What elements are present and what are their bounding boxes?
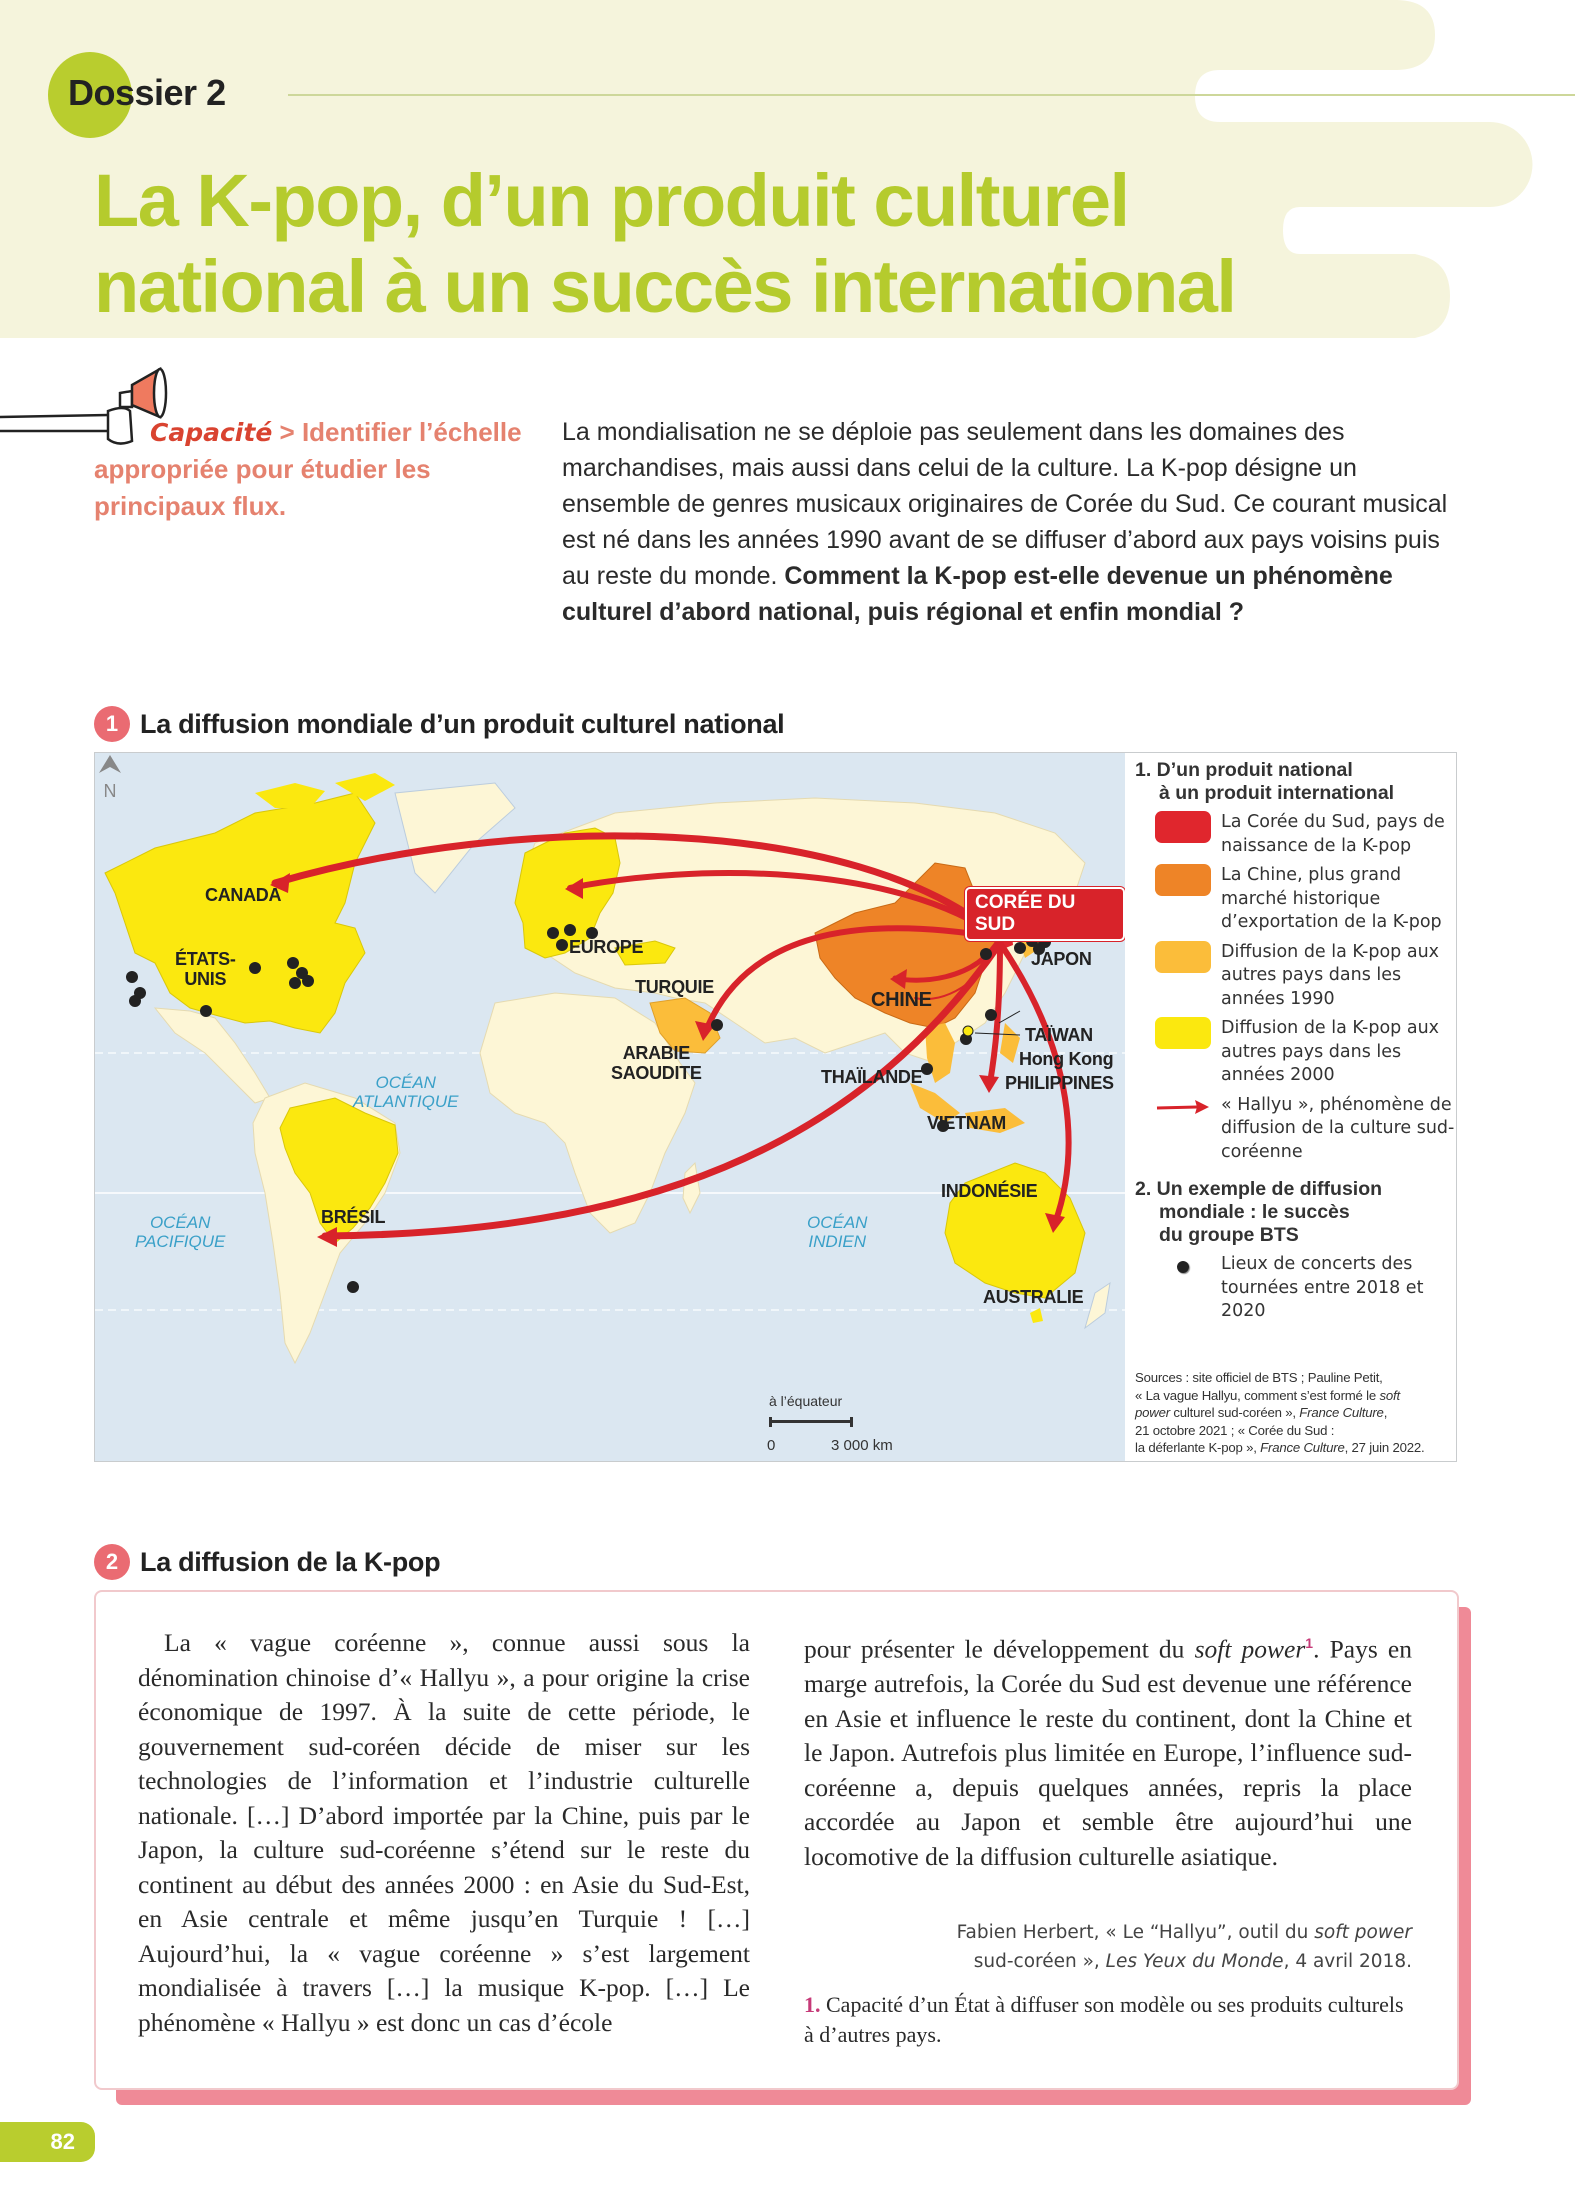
scale-zero: 0 (767, 1437, 776, 1454)
concert-dot-icon (1155, 1253, 1211, 1281)
label-thailande: THAÏLANDE (821, 1067, 923, 1087)
label-arabie-saoudite: ARABIE SAOUDITE (611, 1043, 702, 1083)
intro-paragraph (562, 414, 1462, 630)
capacite-text-1: Identifier l’échelle (301, 417, 522, 447)
doc2-number-badge: 2 (94, 1544, 130, 1580)
legend-item-hallyu: « Hallyu », phénomène de diffusion de la culture sud-coréenne (1135, 1094, 1456, 1165)
legend-item-coree: La Corée du Sud, pays de naissance de la K-pop (1135, 811, 1456, 858)
label-ocean-atlantique: OCÉAN ATLANTIQUE (353, 1073, 459, 1111)
label-usa: ÉTATS- UNIS (175, 949, 236, 989)
doc2-heading (94, 1544, 440, 1580)
scale-distance: 3 000 km (831, 1437, 893, 1454)
map-figure (94, 752, 1457, 1462)
capacite-text-3: principaux flux. (94, 491, 287, 521)
capacite-block (94, 414, 534, 525)
label-japon: JAPON (1031, 949, 1092, 969)
hallyu-arrow-icon (1155, 1094, 1211, 1124)
label-turquie: TURQUIE (635, 977, 714, 997)
legend-swatch-orange (1155, 864, 1211, 896)
north-arrow-icon (95, 753, 125, 803)
legend-swatch-red (1155, 811, 1211, 843)
legend-item-concerts: Lieux de concerts des tournées entre 2018 et 2020 (1135, 1253, 1456, 1324)
capacite-text-2: appropriée pour étudier les (94, 454, 431, 484)
legend-swatch-yellow (1155, 1017, 1211, 1049)
scale-caption: à l’équateur (769, 1393, 843, 1409)
page-number: 82 (0, 2122, 95, 2162)
scale-bar (769, 1417, 853, 1427)
label-canada: CANADA (205, 885, 282, 905)
header-divider (288, 94, 1575, 96)
label-ocean-indien: OCÉAN INDIEN (807, 1213, 868, 1251)
intro-text: La mondialisation ne se déploie pas seulement dans les domaines des marchandises, mais aussi dans celui de la culture. La K-pop désigne un ensemble de genres musicaux originaires de Corée du Sud. Ce courant musical est né dans les années 1990 avant de se diffuser d’abord aux pays voisins puis au reste du monde. (562, 418, 1448, 590)
legend-section-2-title: 2. Un exemple de diffusion mondiale : le succès du groupe BTS (1135, 1178, 1383, 1246)
capacite-separator: > (279, 417, 295, 447)
legend-item-2000: Diffusion de la K-pop aux autres pays dans les années 2000 (1135, 1017, 1456, 1088)
label-indonesie: INDONÉSIE (941, 1181, 1038, 1201)
doc1-title: La diffusion mondiale d’un produit culturel national (140, 708, 785, 739)
legend-item-chine: La Chine, plus grand marché historique d’exportation de la K-pop (1135, 864, 1456, 935)
doc2-citation: Fabien Herbert, « Le “Hallyu”, outil du soft power sud-coréen », Les Yeux du Monde, 4 avril 2018. (956, 1922, 1412, 1972)
doc1-number-badge: 1 (94, 706, 130, 742)
label-europe: EUROPE (569, 937, 644, 957)
page-title (94, 158, 1236, 330)
doc1-heading (94, 706, 784, 742)
doc2-text-box (94, 1590, 1459, 2090)
world-map (95, 753, 1125, 1461)
legend-swatch-light-orange (1155, 941, 1211, 973)
map-legend (1131, 753, 1456, 1461)
world-map-graphic (95, 753, 1125, 1461)
svg-text:N: N (103, 781, 117, 801)
korea-tag: CORÉE DU SUD (965, 887, 1125, 941)
label-vietnam: VIETNAM (927, 1113, 1006, 1133)
label-bresil: BRÉSIL (321, 1207, 386, 1227)
legend-item-1990: Diffusion de la K-pop aux autres pays dans les années 1990 (1135, 941, 1456, 1012)
label-taiwan: TAÏWAN (1025, 1025, 1093, 1045)
title-line-2: national à un succès international (94, 245, 1236, 328)
doc2-column-2: pour présenter le développement du soft power$^1$. Pays en marge autrefois, la Corée du Sud est devenue une référence en Asie et influence le reste du continent, dont la Chine et le Japon. Autrefois plus limitée en Europe, l’influence sud-coréenne a, depuis quelques années, repris la place accordée au Japon et semble être aujourd’hui une locomotive de la diffusion culturelle asiatique. (804, 1634, 1412, 1871)
doc2-column-1: La « vague coréenne », connue aussi sous la dénomination chinoise d’« Hallyu », a pour origine la crise économique de 1997. À la suite de cette période, le gouvernement sud-coréen décide de miser sur les technologies de l’information et l’industrie culturelle nationale. […] D’abord importée par la Chine, puis par le Japon, la culture sud-coréenne s’étend sur le reste du continent au début des années 2000 : en Asie du Sud-Est, en Asie centrale et même jusqu’en Turquie ! […] Aujourd’hui, la « vague coréenne » s’est largement mondialisée à travers […] la musique K-pop. […] Le phénomène « Hallyu » est donc un cas d’école (138, 1628, 750, 2037)
intro-question: Comment la K-pop est-elle devenue un phénomène culturel d’abord national, puis régional et enfin mondial ? (562, 562, 1393, 626)
map-sources: Sources : site officiel de BTS ; Pauline Petit, « La vague Hallyu, comment s’est formé le soft power culturel sud-coréen », France Culture, 21 octobre 2021 ; « Corée du Sud : la déferlante K-pop », France Culture, 27 juin 2022. (1135, 1370, 1425, 1455)
label-chine: CHINE (871, 989, 932, 1011)
doc2-title: La diffusion de la K-pop (140, 1546, 441, 1577)
label-ocean-pacifique: OCÉAN PACIFIQUE (135, 1213, 226, 1251)
label-philippines: PHILIPPINES (1005, 1073, 1114, 1093)
doc2-footnote: 1. Capacité d’un État à diffuser son modèle ou ses produits culturels à d’autres pays. (804, 1992, 1404, 2047)
title-line-1: La K-pop, d’un produit culturel (94, 159, 1129, 242)
label-hong-kong: Hong Kong (1019, 1049, 1114, 1069)
footnote-ref: 1 (1305, 1635, 1314, 1651)
capacite-label: Capacité (150, 418, 273, 447)
label-australie: AUSTRALIE (983, 1287, 1084, 1307)
legend-section-1-title: 1. D’un produit national à un produit international (1135, 759, 1395, 804)
dossier-label: Dossier 2 (68, 72, 226, 113)
